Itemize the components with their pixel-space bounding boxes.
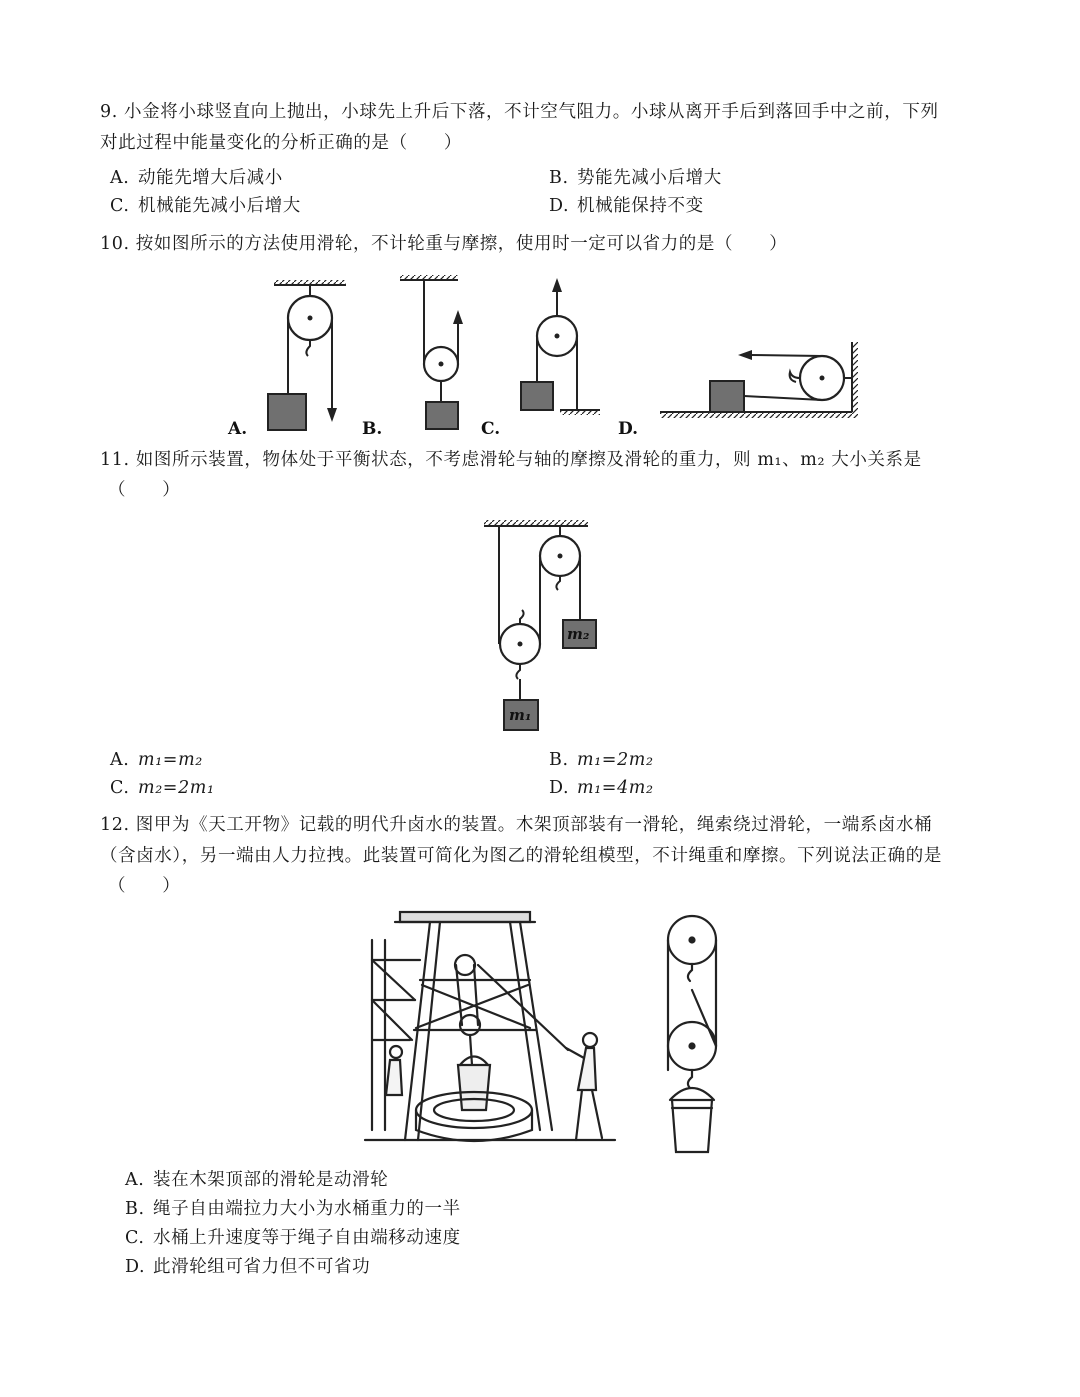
option-key: C.: [110, 196, 130, 216]
option-key: C.: [110, 778, 130, 798]
option-text: 机械能先减小后增大: [138, 196, 301, 216]
q11-option-a[interactable]: [110, 748, 203, 772]
q12-option-c[interactable]: [125, 1226, 461, 1250]
option-key: C.: [125, 1228, 145, 1248]
q10-figure-b: [362, 275, 463, 439]
q10-stem-line1: 10. 按如图所示的方法使用滑轮，不计轮重与摩擦，使用时一定可以省力的是（ ）: [100, 234, 788, 254]
q10-figure-d: [618, 342, 858, 439]
q12-option-b[interactable]: [125, 1197, 461, 1221]
q11-option-b[interactable]: [549, 748, 654, 772]
q9-option-b[interactable]: [549, 166, 722, 190]
q11-pulley-figure: [470, 512, 610, 737]
option-key: D.: [125, 1257, 146, 1277]
q12-stem-line1: 12. 图甲为《天工开物》记载的明代升卤水的装置。木架顶部装有一滑轮，绳索绕过滑轮，一端系卤水桶: [100, 815, 933, 835]
q10-label-a: A.: [228, 419, 248, 439]
option-key: A.: [110, 168, 130, 188]
q9-stem-line2: 对此过程中能量变化的分析正确的是（ ）: [100, 133, 462, 153]
option-text: 机械能保持不变: [577, 196, 704, 216]
q12-stem-line2: （含卤水），另一端由人力拉拽。此装置可简化为图乙的滑轮组模型，不计绳重和摩擦。下列说法正确的是: [100, 846, 942, 866]
q11-stem-line1: 11. 如图所示装置，物体处于平衡状态，不考虑滑轮与轴的摩擦及滑轮的重力，则 m₁、m₂ 大小关系是: [100, 450, 922, 470]
option-key: B.: [549, 750, 569, 770]
q11-mass-m2-label: m₂: [567, 625, 590, 643]
option-text: m₁=2m₂: [577, 750, 654, 770]
q9-option-c[interactable]: [110, 194, 301, 218]
option-text: 动能先增大后减小: [138, 168, 283, 188]
q10-label-c: C.: [481, 419, 501, 439]
q11-mass-m1-label: m₁: [509, 706, 532, 724]
q11-stem-line2: （ ）: [108, 480, 181, 500]
q9-stem-line1: 9. 小金将小球竖直向上抛出，小球先上升后下落，不计空气阻力。小球从离开手后到落回手中之前，下列: [100, 102, 939, 122]
q12-tiangong-illustration: [360, 908, 620, 1148]
option-key: A.: [110, 750, 130, 770]
q9-option-a[interactable]: [110, 166, 283, 190]
option-text: m₂=2m₁: [138, 778, 215, 798]
option-text: 水桶上升速度等于绳子自由端移动速度: [153, 1228, 461, 1248]
option-text: m₁=m₂: [138, 750, 203, 770]
option-text: 绳子自由端拉力大小为水桶重力的一半: [153, 1199, 461, 1219]
q10-label-b: B.: [362, 419, 383, 439]
option-key: B.: [549, 168, 569, 188]
q10-figure-a: [227, 280, 346, 439]
option-key: D.: [549, 778, 570, 798]
option-text: 装在木架顶部的滑轮是动滑轮: [153, 1170, 389, 1190]
q12-stem-line3: （ ）: [108, 876, 181, 896]
q11-option-c[interactable]: [110, 776, 215, 800]
option-text: m₁=4m₂: [577, 778, 654, 798]
option-key: B.: [125, 1199, 145, 1219]
option-text: 此滑轮组可省力但不可省功: [153, 1257, 371, 1277]
q11-option-d[interactable]: [549, 776, 654, 800]
q10-label-d: D.: [618, 419, 639, 439]
q12-pulley-model: [650, 908, 740, 1158]
q10-figure-c: [481, 278, 600, 439]
q12-option-a[interactable]: [125, 1168, 388, 1192]
option-text: 势能先减小后增大: [577, 168, 722, 188]
q12-option-d[interactable]: [125, 1255, 370, 1279]
q10-pulley-figure: [220, 265, 870, 439]
q9-option-d[interactable]: [549, 194, 704, 218]
option-key: A.: [125, 1170, 145, 1190]
option-key: D.: [549, 196, 570, 216]
